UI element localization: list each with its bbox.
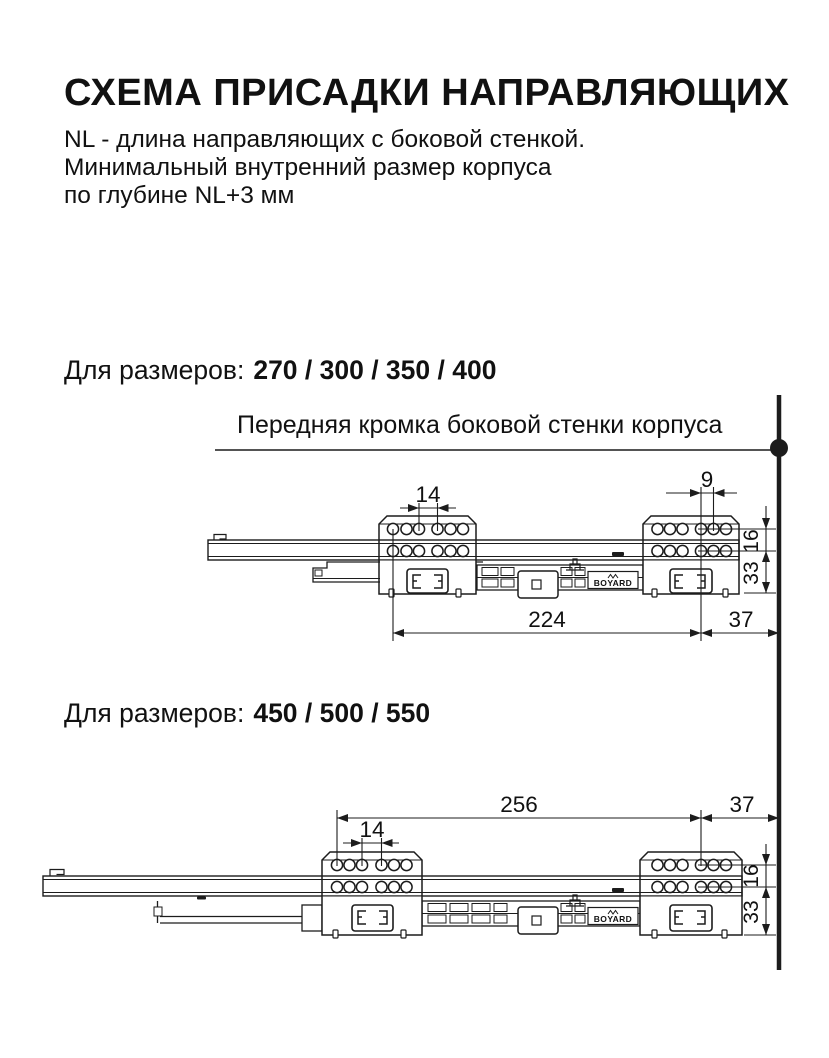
- bracket-face: [641, 897, 742, 935]
- dim-37-label-1: 37: [728, 607, 754, 632]
- intro-line-3: по глубине NL+3 мм: [64, 182, 295, 209]
- dim-37-label-2: 37: [729, 792, 755, 817]
- slide1-mechanism: [477, 552, 643, 598]
- dim-16-label-2: 16: [740, 864, 763, 888]
- dim-14-label-1: 14: [415, 482, 441, 507]
- brand-text-2: BOYARD: [593, 914, 633, 924]
- intro-line-2: Минимальный внутренний размер корпуса: [64, 154, 552, 181]
- bracket-face: [380, 561, 476, 594]
- page-title: СХЕМА ПРИСАДКИ НАПРАВЛЯЮЩИХ: [64, 72, 790, 114]
- dim-224-label: 224: [528, 607, 566, 632]
- dim-16-label-1: 16: [740, 529, 763, 553]
- dim-33-label-1: 33: [740, 561, 763, 585]
- dim-14-label-2: 14: [359, 817, 385, 842]
- front-edge-label: Передняя кромка боковой стенки корпуса: [237, 411, 723, 439]
- brand-label-1: [588, 572, 638, 589]
- brand-label-2: [588, 908, 638, 925]
- dim-256-label: 256: [500, 792, 538, 817]
- intro-line-1: NL - длина направляющих с боковой стенкой.: [64, 126, 586, 153]
- latch-1: [518, 571, 558, 598]
- bracket-face: [323, 897, 422, 935]
- rail-mark-2: [612, 888, 624, 892]
- dim-9-label: 9: [700, 467, 714, 492]
- rail-mark-1: [612, 552, 624, 556]
- dim-33-label-2: 33: [740, 900, 763, 924]
- sizes-label-2: Для размеров:: [64, 698, 245, 728]
- sizes-label-1: Для размеров:: [64, 355, 245, 385]
- sizes-values-1: 270 / 300 / 350 / 400: [253, 355, 497, 385]
- brand-text-1: BOYARD: [593, 578, 633, 588]
- sizes-values-2: 450 / 500 / 550: [253, 698, 431, 728]
- latch-2: [518, 907, 558, 934]
- rail-mark-2b: [197, 897, 206, 900]
